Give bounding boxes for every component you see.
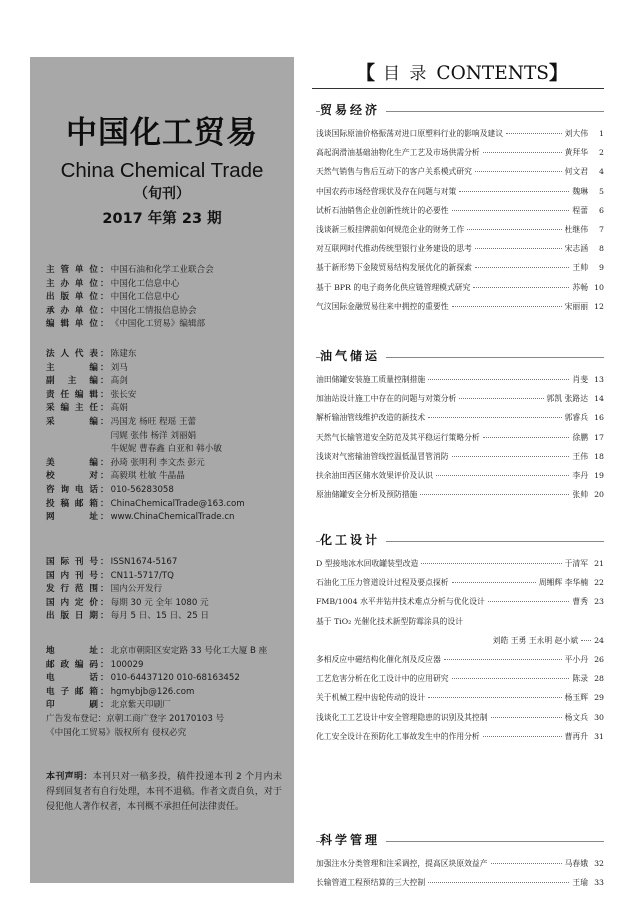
toc-entry-title: 长输管道工程预结算的三大控制 bbox=[316, 878, 426, 888]
toc-entry[interactable] bbox=[316, 596, 604, 615]
toc-section-name: 化工设计 bbox=[320, 531, 386, 548]
toc-entry-page: 6 bbox=[599, 205, 604, 215]
info-row bbox=[46, 389, 286, 403]
info-row bbox=[46, 416, 286, 430]
toc-entry-author: 刘皓 王勇 王永明 赵小斌 bbox=[492, 635, 579, 645]
toc-entry-page: 23 bbox=[594, 597, 604, 607]
toc-leader-dots bbox=[467, 229, 561, 230]
info-value: 北京紫天印刷厂 bbox=[110, 700, 171, 711]
toc-entry-author: 王伟 bbox=[572, 451, 588, 461]
toc-entry-page: 29 bbox=[594, 693, 604, 703]
toc-entry-title: 基于 BPR 的电子商务化供应链管理模式研究 bbox=[316, 282, 471, 292]
toc-entry[interactable] bbox=[316, 205, 604, 224]
toc-entry-page: 5 bbox=[599, 186, 604, 196]
toc-heading bbox=[342, 58, 582, 85]
toc-entry[interactable] bbox=[316, 393, 604, 412]
info-label: 电话 bbox=[46, 673, 98, 684]
contact-info bbox=[46, 645, 286, 713]
toc-entry-author: 于清军 bbox=[564, 559, 588, 568]
toc-entry[interactable] bbox=[316, 128, 604, 147]
toc-leader-dots bbox=[420, 494, 569, 495]
toc-entry[interactable] bbox=[316, 616, 604, 654]
info-row bbox=[46, 699, 286, 713]
info-label: 发行范围 bbox=[46, 584, 98, 595]
toc-leader-dots bbox=[473, 287, 569, 288]
toc-heading-cn: 目 录 bbox=[383, 64, 429, 84]
info-row bbox=[46, 278, 286, 292]
toc-section-title bbox=[316, 346, 604, 368]
info-label: 网址 bbox=[46, 512, 98, 523]
info-row bbox=[46, 362, 286, 376]
info-colon: ： bbox=[100, 305, 109, 316]
toc-entry-page: 26 bbox=[594, 654, 604, 664]
toc-entry-author: 杨文兵 bbox=[564, 712, 588, 722]
toc-leader-dots bbox=[475, 267, 569, 268]
info-label: 出版单位 bbox=[46, 292, 98, 303]
toc-entry[interactable] bbox=[316, 224, 604, 243]
toc-entry[interactable] bbox=[316, 712, 604, 731]
info-row bbox=[46, 375, 286, 389]
toc-entry-author: 平小丹 bbox=[564, 654, 588, 664]
info-label: 国际刊号 bbox=[46, 557, 98, 567]
toc-entry[interactable] bbox=[316, 432, 604, 451]
info-label: 印刷 bbox=[46, 700, 98, 711]
toc-entry[interactable] bbox=[316, 577, 604, 596]
organization-info bbox=[46, 264, 286, 332]
info-value: CN11-5717/TQ bbox=[110, 570, 174, 581]
toc-entry-page: 18 bbox=[594, 451, 604, 461]
toc-entry-author: 苏畅 bbox=[572, 282, 588, 292]
toc-leader-dots bbox=[452, 678, 570, 679]
toc-entry-title: 中国农药市场经营现状及存在问题与对策 bbox=[316, 186, 457, 196]
toc-leader-dots bbox=[428, 417, 561, 418]
info-colon: ： bbox=[100, 584, 109, 595]
info-colon: ： bbox=[100, 362, 109, 373]
toc-entry[interactable] bbox=[316, 147, 604, 166]
toc-entry-page: 1 bbox=[599, 129, 604, 138]
info-value: ISSN1674-5167 bbox=[110, 557, 178, 567]
info-colon: ： bbox=[100, 349, 109, 359]
toc-entry-page: 7 bbox=[599, 224, 604, 234]
magazine-title-en: China Chemical Trade bbox=[60, 159, 264, 182]
toc-entry-author: 李丹 bbox=[572, 470, 588, 480]
toc-leader-dots bbox=[488, 601, 570, 602]
info-label: 采编 bbox=[46, 416, 98, 427]
toc-entry-page: 19 bbox=[594, 470, 604, 480]
info-colon: ： bbox=[100, 570, 109, 581]
toc-leader-dots bbox=[459, 398, 543, 399]
info-value: 每月 5 日、15 日、25 日 bbox=[110, 611, 210, 622]
toc-entry-title: FMB/1004 水平井钻井技术难点分析与优化设计 bbox=[316, 597, 485, 607]
toc-entry-title: 加强注水分类管理和注采调控，提高区块原效益产 bbox=[316, 859, 488, 868]
toc-entry-title: 浅谈对气密输油管线控温低温冒管消防 bbox=[316, 451, 449, 461]
toc-heading-rule bbox=[312, 88, 604, 89]
toc-leader-dots bbox=[483, 437, 570, 438]
info-label: 副主编 bbox=[46, 376, 98, 387]
notice-text: 本刊只对一稿多投，稿件投递本刊 2 个月内未得到回复者有自行处理，本刊不退稿。作者文责自负，对于侵犯他人著作权者，本刊概不承担任何法律责任。 bbox=[46, 772, 282, 812]
toc-leader-dots bbox=[483, 152, 562, 153]
toc-entry-page: 32 bbox=[594, 859, 604, 868]
info-value: 中国化工情报信息协会 bbox=[110, 305, 197, 316]
toc-section-name: 科学管理 bbox=[320, 831, 386, 848]
ad-license-text: 广告发布登记：京朝工商广登字 20170103 号 bbox=[46, 714, 225, 724]
toc-entry-title: 基于 TiO₂ 光催化技术新型防霉涂具的设计 bbox=[316, 616, 463, 626]
toc-leader-dots bbox=[436, 475, 569, 476]
info-colon: ： bbox=[100, 278, 109, 289]
info-label: 电子邮箱 bbox=[46, 686, 98, 697]
info-colon: ： bbox=[100, 292, 109, 303]
toc-section-name: 油气储运 bbox=[320, 347, 386, 364]
toc-leader-dots bbox=[452, 306, 562, 307]
toc-entry-page: 9 bbox=[599, 263, 604, 273]
toc-entry[interactable] bbox=[316, 877, 604, 896]
toc-leader-dots bbox=[483, 736, 562, 737]
toc-leader-dots bbox=[421, 563, 561, 564]
info-row bbox=[46, 402, 286, 416]
toc-entry-title: 关于机械工程中齿轮传动的设计 bbox=[316, 693, 426, 703]
info-row bbox=[46, 659, 286, 673]
toc-entry-title: 试析石油销售企业创新性统计的必要性 bbox=[316, 205, 449, 215]
info-label: 责任编辑 bbox=[46, 389, 98, 400]
info-row bbox=[46, 484, 286, 498]
toc-entry-title: 浅谈新三板挂牌前如何规范企业的财务工作 bbox=[316, 224, 465, 234]
toc-entry-author: 黄拜华 bbox=[564, 148, 588, 158]
info-value: 010-64437120 010-68163452 bbox=[110, 673, 240, 684]
info-row bbox=[46, 583, 286, 597]
info-label: 主办单位 bbox=[46, 278, 98, 289]
masthead-panel bbox=[30, 57, 294, 883]
info-value: ChinaChemicalTrade@163.com bbox=[110, 498, 245, 509]
info-value: 国内公开发行 bbox=[110, 584, 163, 595]
info-row bbox=[46, 348, 286, 362]
info-colon: ： bbox=[100, 484, 109, 495]
info-row bbox=[46, 264, 286, 278]
staff-info bbox=[46, 348, 286, 525]
toc-section-scientific-management bbox=[316, 830, 604, 896]
toc-entry-author: 郭睿兵 bbox=[564, 413, 588, 423]
toc-leader-dots bbox=[491, 717, 562, 718]
magazine-title-cn: 中国化工贸易 bbox=[66, 115, 258, 151]
info-colon: ： bbox=[100, 498, 109, 509]
info-value: 《中国化工贸易》编辑部 bbox=[110, 319, 206, 330]
info-label: 出版日期 bbox=[46, 611, 98, 622]
toc-entry-title: 油田储罐安装施工质量控制措施 bbox=[316, 375, 426, 384]
info-value: 张长安 bbox=[110, 389, 137, 400]
toc-entry-title: 对互联网时代推动传统型银行业务建设的思考 bbox=[316, 244, 472, 254]
info-row bbox=[46, 686, 286, 700]
toc-entry-author: 肖斐 bbox=[572, 375, 588, 384]
toc-entry-title: 解析输油管线维护改造的新技术 bbox=[316, 413, 426, 423]
magazine-issue: 2017 年第 23 期 bbox=[102, 211, 222, 227]
info-row bbox=[46, 318, 286, 332]
info-label: 主管单位 bbox=[46, 265, 98, 275]
info-label: 国内定价 bbox=[46, 597, 98, 608]
info-value: 中国化工信息中心 bbox=[110, 278, 180, 289]
info-colon: ： bbox=[100, 646, 109, 656]
journal-notice bbox=[46, 770, 282, 815]
toc-section-trade-economy bbox=[316, 100, 604, 320]
info-row bbox=[46, 430, 286, 444]
toc-entry-page: 28 bbox=[594, 674, 604, 684]
info-row bbox=[46, 498, 286, 512]
toc-entry-author: 陈录 bbox=[572, 674, 588, 684]
toc-entry-page: 13 bbox=[594, 375, 604, 384]
info-row bbox=[46, 305, 286, 319]
toc-entry[interactable] bbox=[316, 282, 604, 301]
toc-entry-author: 曹秀 bbox=[572, 597, 588, 607]
toc-entry-author: 杜继伟 bbox=[564, 224, 588, 234]
toc-entry-page: 16 bbox=[594, 413, 604, 423]
toc-leader-dots bbox=[452, 210, 570, 211]
info-label: 咨询电话 bbox=[46, 484, 98, 495]
toc-entry[interactable] bbox=[316, 301, 604, 320]
toc-entry-title: 天然气销售与售后互动下的客户关系模式研究 bbox=[316, 167, 472, 177]
toc-leader-dots bbox=[452, 582, 536, 583]
toc-leader-dots bbox=[428, 882, 569, 883]
info-row bbox=[46, 470, 286, 484]
toc-entry-page: 22 bbox=[594, 578, 604, 588]
toc-entry-title: D 型接地冰水回收罐装型改造 bbox=[316, 559, 419, 568]
info-value: 高娟 bbox=[110, 403, 128, 414]
toc-section-title bbox=[316, 100, 604, 122]
toc-leader-dots bbox=[506, 133, 561, 134]
info-row bbox=[46, 443, 286, 457]
info-row bbox=[46, 556, 286, 570]
toc-entry-title: 浅谈化工工艺设计中安全管理隐患的识别及其控制 bbox=[316, 712, 488, 722]
info-label: 地址 bbox=[46, 646, 98, 656]
info-colon: ： bbox=[100, 700, 109, 711]
info-label: 法人代表 bbox=[46, 349, 98, 359]
info-colon: ： bbox=[100, 673, 109, 684]
info-row bbox=[46, 511, 286, 525]
info-colon: ： bbox=[100, 471, 109, 482]
toc-entry-page: 2 bbox=[599, 148, 604, 158]
info-value: 高毅琪 杜敏 牛晶晶 bbox=[110, 471, 185, 482]
info-colon: ： bbox=[100, 376, 109, 387]
toc-entry-author: 王瑜 bbox=[572, 878, 588, 888]
toc-entry[interactable] bbox=[316, 558, 604, 577]
toc-entry-author: 何文君 bbox=[564, 167, 588, 177]
info-label: 邮政编码 bbox=[46, 659, 98, 670]
toc-leader-dots bbox=[459, 191, 569, 192]
toc-entry-page: 17 bbox=[594, 432, 604, 442]
toc-entry[interactable] bbox=[316, 731, 604, 750]
toc-entry-author: 马春娥 bbox=[564, 859, 588, 868]
toc-entry[interactable] bbox=[316, 654, 604, 673]
toc-entry[interactable] bbox=[316, 166, 604, 185]
toc-entry-title: 石油化工压力管道设计过程及要点探析 bbox=[316, 578, 449, 588]
info-value: 孙琦 张明利 李文杰 彭元 bbox=[110, 457, 205, 468]
info-colon: ： bbox=[100, 557, 109, 567]
info-value: hgmybjb@126.com bbox=[110, 686, 195, 697]
toc-entry[interactable] bbox=[316, 489, 604, 508]
info-colon: ： bbox=[100, 659, 109, 670]
toc-entry-page: 30 bbox=[594, 712, 604, 722]
toc-entry-title: 高起润滑油基础油物化生产工艺及市场供需分析 bbox=[316, 148, 480, 158]
info-label: 国内刊号 bbox=[46, 570, 98, 581]
toc-bracket-left: 【 bbox=[356, 62, 376, 84]
info-label: 采编主任 bbox=[46, 403, 98, 414]
toc-entry-author: 刘大伟 bbox=[564, 129, 588, 138]
info-value: 100029 bbox=[110, 659, 144, 670]
info-value: 中国化工信息中心 bbox=[110, 292, 180, 303]
toc-entry-page: 20 bbox=[594, 490, 604, 500]
info-colon: ： bbox=[100, 512, 109, 523]
toc-leader-dots bbox=[428, 697, 561, 698]
info-row bbox=[46, 610, 286, 624]
toc-entry-page: 24 bbox=[594, 635, 604, 645]
toc-entry[interactable] bbox=[316, 412, 604, 431]
toc-section-title bbox=[316, 530, 604, 552]
info-label: 美编 bbox=[46, 457, 98, 468]
info-value: 刘马 bbox=[110, 362, 128, 373]
toc-entry-page: 31 bbox=[594, 731, 604, 741]
toc-entry-title: 浅谈国际原油价格振荡对进口原塑料行业的影响及建议 bbox=[316, 129, 504, 138]
copyright-text: 《中国化工贸易》版权所有 侵权必究 bbox=[46, 727, 187, 738]
toc-leader-dots bbox=[581, 640, 591, 641]
toc-entry-author: 曹再升 bbox=[564, 731, 588, 741]
info-colon: ： bbox=[100, 265, 109, 275]
info-label: 投稿邮箱 bbox=[46, 498, 98, 509]
toc-entry-title: 气汶国际金融贸易往来中拥控的重要性 bbox=[316, 301, 449, 311]
toc-section-chemical-design bbox=[316, 530, 604, 750]
info-row bbox=[46, 570, 286, 584]
toc-entry-title: 工艺危害分析在化工设计中的应用研究 bbox=[316, 674, 449, 684]
info-colon: ： bbox=[100, 416, 109, 427]
toc-entry-page: 21 bbox=[594, 559, 604, 568]
toc-entry-author: 魏琳 bbox=[572, 186, 588, 196]
toc-leader-dots bbox=[428, 379, 569, 380]
info-row bbox=[46, 645, 286, 659]
toc-entry[interactable] bbox=[316, 262, 604, 281]
toc-entry-title: 扶余油田西区储水效果评价及认识 bbox=[316, 470, 433, 480]
info-value: 闫娓 张伟 杨洋 刘丽娟 bbox=[110, 430, 197, 441]
toc-entry-page: 4 bbox=[599, 167, 604, 177]
toc-bracket-right: 】 bbox=[548, 62, 568, 84]
toc-entry-author: 程蕾 bbox=[572, 205, 588, 215]
toc-entry[interactable] bbox=[316, 243, 604, 262]
info-row bbox=[46, 672, 286, 686]
info-colon: ： bbox=[100, 611, 109, 622]
toc-entry-author: 宋志涵 bbox=[564, 244, 588, 254]
toc-section-title bbox=[316, 830, 604, 852]
info-label: 编辑单位 bbox=[46, 319, 98, 330]
toc-entry[interactable] bbox=[316, 673, 604, 692]
toc-entry-page: 33 bbox=[594, 878, 604, 888]
info-value: 冯国龙 杨旺 程瑶 王蕾 bbox=[110, 416, 197, 427]
info-value: 高剑 bbox=[110, 376, 128, 387]
toc-entry-title: 原油储罐安全分析及预防措施 bbox=[316, 490, 418, 500]
toc-entry-author: 宋丽丽 bbox=[564, 301, 588, 311]
toc-entry[interactable] bbox=[316, 692, 604, 711]
toc-heading-en: CONTENTS bbox=[436, 63, 549, 84]
info-colon: ： bbox=[100, 597, 109, 608]
info-value: 每期 30 元 全年 1080 元 bbox=[110, 597, 209, 608]
toc-entry-author: 张帅 bbox=[572, 490, 588, 500]
toc-entry[interactable] bbox=[316, 470, 604, 489]
info-value: 中国石油和化学工业联合会 bbox=[110, 265, 214, 275]
toc-entry[interactable] bbox=[316, 858, 604, 877]
info-row bbox=[46, 597, 286, 611]
info-value: 北京市朝阳区安定路 33 号化工大厦 B 座 bbox=[110, 646, 268, 656]
toc-entry[interactable] bbox=[316, 374, 604, 393]
toc-section-name: 贸易经济 bbox=[320, 101, 386, 118]
toc-entry-title: 基于新形势下金陵贸易结构发展优化的新探索 bbox=[316, 263, 472, 273]
info-value: www.ChinaChemicalTrade.cn bbox=[110, 512, 235, 523]
toc-entry[interactable] bbox=[316, 451, 604, 470]
toc-entry[interactable] bbox=[316, 186, 604, 205]
toc-entry-page: 14 bbox=[594, 394, 604, 404]
license-info bbox=[46, 713, 286, 740]
info-colon: ： bbox=[100, 457, 109, 468]
notice-label: 本刊声明： bbox=[46, 772, 93, 782]
toc-entry-title: 化工安全设计在预防化工事故发生中的作用分析 bbox=[316, 731, 480, 741]
toc-section-oil-gas-storage bbox=[316, 346, 604, 508]
toc-entry-title: 天然气长输管道安全防范及其平稳运行策略分析 bbox=[316, 432, 480, 442]
info-row bbox=[46, 457, 286, 471]
toc-leader-dots bbox=[444, 659, 562, 660]
toc-leader-dots bbox=[475, 248, 562, 249]
toc-entry-title: 加油站设计施工中存在的问题与对策分析 bbox=[316, 394, 457, 404]
toc-entry-page: 12 bbox=[594, 301, 604, 311]
info-label: 校对 bbox=[46, 471, 98, 482]
toc-entry-author: 郭凯 张路达 bbox=[546, 394, 588, 404]
info-colon: ： bbox=[100, 319, 109, 330]
info-label: 主编 bbox=[46, 362, 98, 373]
toc-leader-dots bbox=[475, 171, 562, 172]
toc-entry-author: 徐鹏 bbox=[572, 432, 588, 442]
info-row bbox=[46, 291, 286, 305]
toc-entry-page: 8 bbox=[599, 244, 604, 254]
toc-leader-dots bbox=[452, 456, 570, 457]
toc-entry-byline bbox=[316, 635, 604, 654]
info-value: 牛妮妮 曹春鑫 白亚和 韩小敏 bbox=[110, 444, 222, 455]
toc-entry-page: 10 bbox=[594, 282, 604, 292]
info-label: 承办单位 bbox=[46, 305, 98, 316]
toc-entry-title: 多相反应中磁结构化催化剂及反应器 bbox=[316, 654, 441, 664]
info-value: 010-56283058 bbox=[110, 484, 174, 495]
toc-entry-author: 杨玉辉 bbox=[564, 693, 588, 703]
info-value: 陈建东 bbox=[110, 349, 137, 359]
toc-leader-dots bbox=[491, 863, 562, 864]
toc-entry-author: 周缃辉 李华楠 bbox=[538, 578, 588, 588]
magazine-frequency: （旬刊） bbox=[134, 186, 190, 202]
info-colon: ： bbox=[100, 403, 109, 414]
info-colon: ： bbox=[100, 389, 109, 400]
toc-entry-author: 王帅 bbox=[572, 263, 588, 273]
info-colon: ： bbox=[100, 686, 109, 697]
publication-info bbox=[46, 556, 286, 624]
